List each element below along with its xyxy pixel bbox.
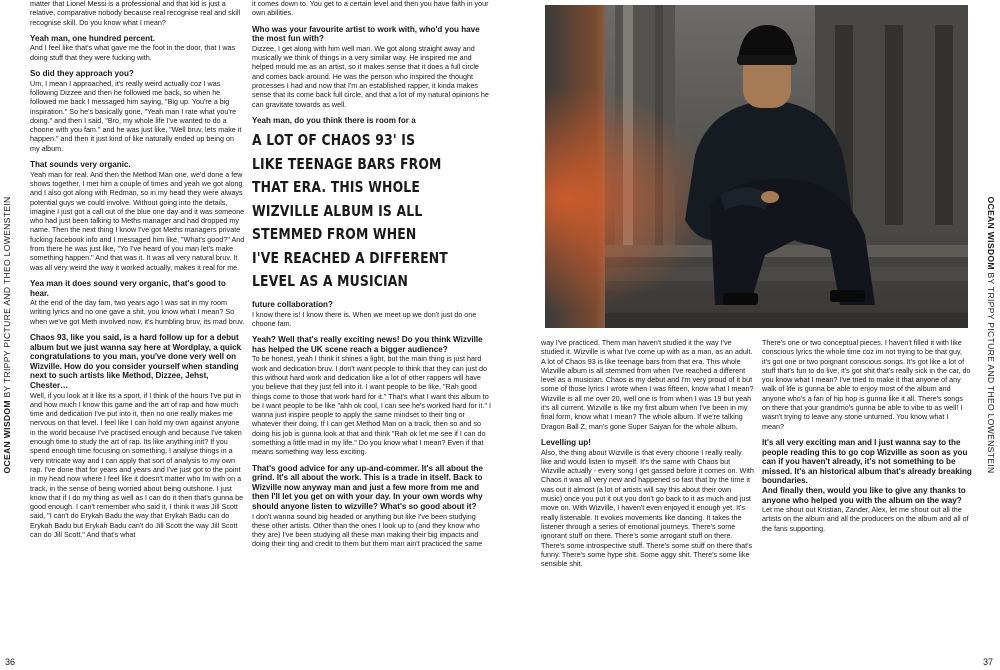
- article-column-1: [30, 0, 245, 546]
- pull-quote: A LOT OF CHAOS 93' IS LIKE TEENAGE BARS FROM THAT ERA. THIS WHOLE WIZVILLE ALBUM IS ALL STEMMED FROM WHEN I'VE REACHED A DIFFERENT LEVEL AS A MUSICIAN: [252, 131, 448, 291]
- interview-answer: Well, if you look at it like its a sport, if I think of the hours I've put in and how much I know this game and the art of rap and how much time and dedication I've put into it, then no one really makes me nervous on that level. I feel like I can hold my own against anyone in the world because I've practised enough and because I've taken enough time to study the art of rap. Its like anything init? If you spend enough time focusing on something, I analyse things in a very intricate way and I can apply that sort of analysis to my own rap. I've done that for years and years and I've just got to the point in my head now where I feel like it doesn't matter who Im with on a track, in the sense of being worried about being outshone. I just know that if I do my thing as well as I can do it then that's gunna be good enough. I can't remember who said it, I think it was Jill Scott said, "I can't do Erykah Badu the way that Erykah Badu can do Erykah Badu but Erykah Badu can't do Jill Scott the way Jill Scott can do Jill Scott." And that's what: [30, 390, 244, 539]
- interview-question: Who was your favourite artist to work with, who'd you have the most fun with?: [252, 24, 480, 44]
- interview-answer: way I've practiced. Them man haven't studied it the way I've studied it. Wizville is what I've come up with as a man, as an adult. A lot of Chaos 93 is like teenage bars from that era. This whole Wizville album is all stemmed from when I've reached a different level as a musician. Chaos is my debut and I'm very proud of it but some of those lyrics I wrote when I was fifteen, know what I mean? Wizville is all me over 20, well one is from when I was 19 but yeah it's all current. Wizville is like my first album when I've been in my final form, know what I mean? The whole album. If we're talking Dragon Ball Z, man's gone Super Saiyan for the whole album.: [541, 338, 754, 431]
- article-column-2: [252, 0, 492, 556]
- interview-question: It's all very exciting man and I just wanna say to the people reading this to go cop Wizville as soon as you can if you haven't already, it's not something to be missed. It's an historical album that's already breaking boundaries.: [762, 437, 972, 486]
- interview-question: Yeah? Well that's really exciting news! Do you think Wizville has helped the UK scene reach a bigger audience?: [252, 335, 483, 354]
- right-page: [500, 0, 1000, 670]
- interview-question: That's good advice for any up-and-commer. It's all about the grind. It's all about the work. This is a trade in itself. Back to Wizville now anyway man and just a few more from me and then I'll let you get on with your day. In your own words why should anyone listen to wizville? What's so good about it?: [252, 463, 483, 511]
- interview-question: future collaboration?: [252, 299, 333, 309]
- interview-answer: Yeah man for real. And then the Method Man one, we'd done a few shows together, I met him a couple of times and yeah we got along and I also got along with Redman, so in my head they were always potential guys we could involve. Without going into the details, imagine I just got a call out of the blue one day and it was someone who had just been talking to Meths manager and had dropped my name. Then the next thing I know I've got Meths managers private fucking facebook info and I messaged him like, "What's good?" And from there he was just like, "Yo I've heard of you man let's make something happen." And that was it. It was all very natural bruv. It was all very weird the way it worked actually, makes it real for me.: [30, 169, 245, 272]
- interview-question: Yeah man, do you think there is room for a: [252, 115, 416, 125]
- interview-answer: matter that Lionel Messi is a professional and that kid is just a relative, comparative nobody because real recognise real and skill recognise skill. Do you know what I mean?: [30, 0, 241, 27]
- side-title-right: OCEAN WISDOM BY TRIPPY PICTURE AND THEO LOWENSTEIN: [986, 196, 996, 474]
- interview-answer: I don't wanna sound big headed or anything but like I've been studying these other artists. Other than the ones I look up to (and they know who they are) I've been studying all these man making their big impacts and doing their ting and credit to them but them man ain't practiced the same: [252, 511, 483, 549]
- interview-answer: Let me shout out Kristian, Zander, Alex, let me shout out all the artists on the album and all the producers on the album and all of the fans supporting.: [762, 505, 969, 533]
- page-number-left: 36: [5, 657, 16, 667]
- interview-question: Chaos 93, like you said, is a hard follow up for a debut album but we just wanna say here at Wordplay, a quick congratulations to you man, you've done very well on Wizville. How do you consider yourself when standing next to such artists like Method, Dizzee, Jehst, Chester…: [30, 332, 242, 390]
- interview-question: So did they approach you?: [30, 69, 134, 79]
- side-title-left: OCEAN WISDOM BY TRIPPY PICTURE AND THEO LOWENSTEIN: [2, 196, 12, 474]
- interview-answer: Um, I mean I approached, it's really weird actually coz I was following Dizzee and then he followed me back, so when he followed me back I messaged him saying, "Big up. You're a big inspiration." So he's basically gone, "Yeah man I rate what you're doing." and then I said, "Bro, my whole life I've wanted to do a choone with you fam." and he was just like, "Well bruv, lets make it happen." and then it just kind of like naturally ended up being on my album.: [30, 78, 242, 153]
- page-number-right: 37: [983, 657, 994, 667]
- article-column-3: [541, 338, 754, 575]
- interview-question: That sounds very organic.: [30, 160, 131, 170]
- interview-answer: Also, the thing about Wizville is that every choone I really really like and would listen to myself. It's the same with Chaos but Wizville actually - every song I get gassed before it comes on. With Chaos it was all very new and happened so fast that by the time it was out it almost (a lot of artists will say this about their own music) once you put it out you don't go back to it as much and just move on. With Wizville, I haven't even enjoyed it enough yet. It's really listenable. It evokes movements like dancing. It takes the listener through a series of emotional journeys. There's some ignorant stuff on there. There's some arrogant stuff on there. There's some introspective stuff. There's some stuff on there that's funny. There's some hype shit. Some aggy shit. There's some like sensible shit.: [541, 447, 754, 569]
- interview-answer: At the end of the day fam, two years ago I was sat in my room writing lyrics and no one gave a shit, you know what I mean? So when we've got Meth involved now, it's humbling bruv, its mad bruv.: [30, 298, 245, 326]
- interview-answer: To be honest, yeah I think it shines a light, but the main thing is just hard work and dedication bruv. I don't want people to think that they can just do this without hard work and dedication like a lot of other rappers will have you believe that they just fell into it. I want people to be like, "Rah good things come to those that work hard for it." That's what I want this album to be I want people to be like "ahh ok cool, I can see he's worked hard for it." I wanna just inspire people to apply the same mindset to their ting or whatever their doing. If I can get Method Man on a track, then so and so doing his job is gunna look at that and think "Rah ok let me see if I can do something a little mad in my life." Do you know what I mean? Even if that means something way less exciting.: [252, 354, 492, 457]
- interview-question: Yeah man, one hundred percent.: [30, 33, 156, 43]
- interview-answer: There's one or two conceptual pieces. I haven't filled it with like conscious lyrics the whole time coz im not trying to be that guy, it's got one or two poignant conscious songs. It's got like a lot of stuff that's fun to do live, it's got shit that's really sick in the car, do you know what I mean? I've tried to make it that anyone of any walk of life is gunna be able to enjoy most of the album and anyone who's a fan of hip hop is gunna like it all. There's songs on there that your grandmo's gunna be able to vibe to as well! I wasn't trying to leave any stone unturned. You know what I mean?: [762, 338, 971, 431]
- interview-answer: I know there is! I know there is. When we meet up we don't just do one choone fam.: [252, 309, 477, 328]
- interview-question: Levelling up!: [541, 437, 591, 447]
- artist-photo: [545, 5, 968, 328]
- interview-question: And finally then, would you like to give any thanks to anyone who helped you with the album on the way?: [762, 485, 966, 505]
- interview-question: Yea man it does sound very organic, that's good to hear.: [30, 278, 226, 298]
- article-column-4: [762, 338, 972, 540]
- interview-answer: Dizzee, I get along with him well man. We got along straight away and musically we think of things in a very similar way. He inspired me and helped mould me as an artist, so it makes sense that it does a full circle and comes back around. He was the person who inspired the thought processes I had and now that I'm an established rapper, it kinda makes sense that its come back full circle, and that a lot of my natural opinions he can gravitate towards as well.: [252, 43, 489, 109]
- interview-answer: And I feel like that's what gave me the foot in the door, that I was doing stuff that they were fucking with.: [30, 43, 236, 62]
- interview-answer: it comes down to. You get to a certain level and then you have faith in your own abilities.: [252, 0, 489, 18]
